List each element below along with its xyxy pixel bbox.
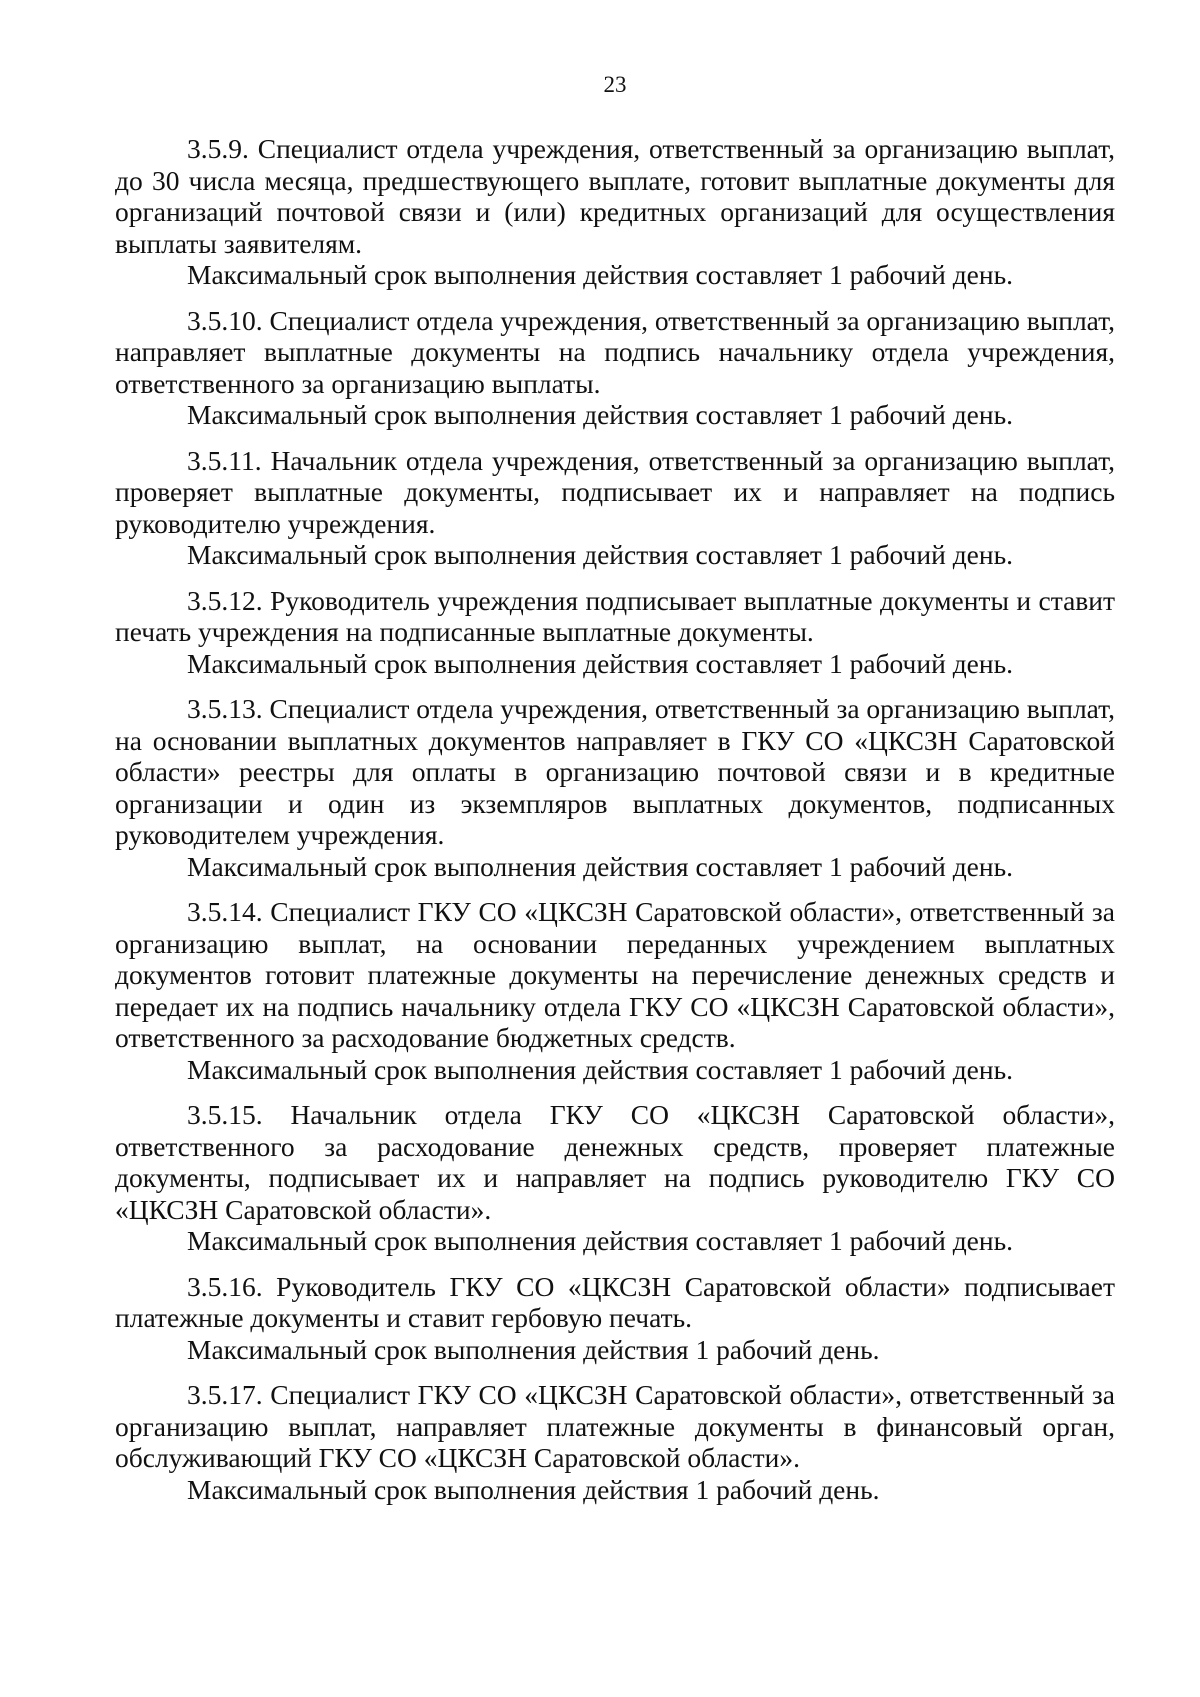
section-3-5-12	[115, 585, 1115, 680]
section-deadline: Максимальный срок выполнения действия составляет 1 рабочий день.	[187, 647, 1014, 679]
section-text: 3.5.11. Начальник отдела учреждения, ответственный за организацию выплат, проверяет выплатные документы, подписывает их и направляет на подпись руководителю учреждения.	[115, 444, 1115, 539]
section-deadline: Максимальный срок выполнения действия составляет 1 рабочий день.	[187, 850, 1014, 882]
section-3-5-11	[115, 445, 1115, 571]
page-number: 23	[603, 72, 627, 97]
section-deadline: Максимальный срок выполнения действия составляет 1 рабочий день.	[187, 1053, 1014, 1085]
section-deadline: Максимальный срок выполнения действия 1 рабочий день.	[187, 1333, 880, 1365]
section-text: 3.5.17. Специалист ГКУ СО «ЦКСЗН Саратовской области», ответственный за организацию выплат, направляет платежные документы в финансовый орган, обслуживающий ГКУ СО «ЦКСЗН Саратовской области».	[115, 1379, 1115, 1473]
section-deadline: Максимальный срок выполнения действия составляет 1 рабочий день.	[187, 259, 1014, 290]
section-text: 3.5.12. Руководитель учреждения подписывает выплатные документы и ставит печать учреждения на подписанные выплатные документы.	[115, 584, 1115, 647]
section-3-5-15	[115, 1099, 1115, 1257]
section-text: 3.5.15. Начальник отдела ГКУ СО «ЦКСЗН Саратовской области», ответственного за расходование денежных средств, проверяет платежные документы, подписывает их и направляет на подпись руководителю ГКУ СО «ЦКСЗН Саратовской области».	[115, 1099, 1115, 1225]
section-deadline: Максимальный срок выполнения действия составляет 1 рабочий день.	[187, 1225, 1014, 1256]
section-text: 3.5.9. Специалист отдела учреждения, ответственный за организацию выплат, до 30 числа месяца, предшествующего выплате, готовит выплатные документы для организаций почтовой связи и (или) кредитных организаций для осуществления выплаты заявителям.	[115, 133, 1115, 259]
section-deadline: Максимальный срок выполнения действия составляет 1 рабочий день.	[187, 399, 1014, 430]
section-text: 3.5.13. Специалист отдела учреждения, ответственный за организацию выплат, на основании выплатных документов направляет в ГКУ СО «ЦКСЗН Саратовской области» реестры для оплаты в организацию почтовой связи и в кредитные организации и один из экземпляров выплатных документов, подписанных руководителем учреждения.	[115, 693, 1115, 850]
section-3-5-16	[115, 1271, 1115, 1366]
section-text: 3.5.16. Руководитель ГКУ СО «ЦКСЗН Саратовской области» подписывает платежные документы и ставит гербовую печать.	[115, 1270, 1115, 1333]
section-text: 3.5.10. Специалист отдела учреждения, ответственный за организацию выплат, направляет выплатные документы на подпись начальнику отдела учреждения, ответственного за организацию выплаты.	[115, 304, 1115, 399]
section-3-5-10	[115, 305, 1115, 431]
section-3-5-9	[115, 133, 1115, 291]
section-3-5-17	[115, 1379, 1115, 1505]
section-3-5-13	[115, 693, 1115, 882]
section-text: 3.5.14. Специалист ГКУ СО «ЦКСЗН Саратовской области», ответственный за организацию выплат, на основании переданных учреждением выплатных документов готовит платежные документы на перечисление денежных средств и передает их на подпись начальнику отдела ГКУ СО «ЦКСЗН Саратовской области», ответственного за расходование бюджетных средств.	[115, 896, 1115, 1053]
document-page	[115, 0, 1115, 1697]
document-body	[115, 133, 1115, 1519]
section-deadline: Максимальный срок выполнения действия 1 рабочий день.	[187, 1473, 880, 1505]
section-3-5-14	[115, 896, 1115, 1085]
section-deadline: Максимальный срок выполнения действия составляет 1 рабочий день.	[187, 539, 1014, 570]
